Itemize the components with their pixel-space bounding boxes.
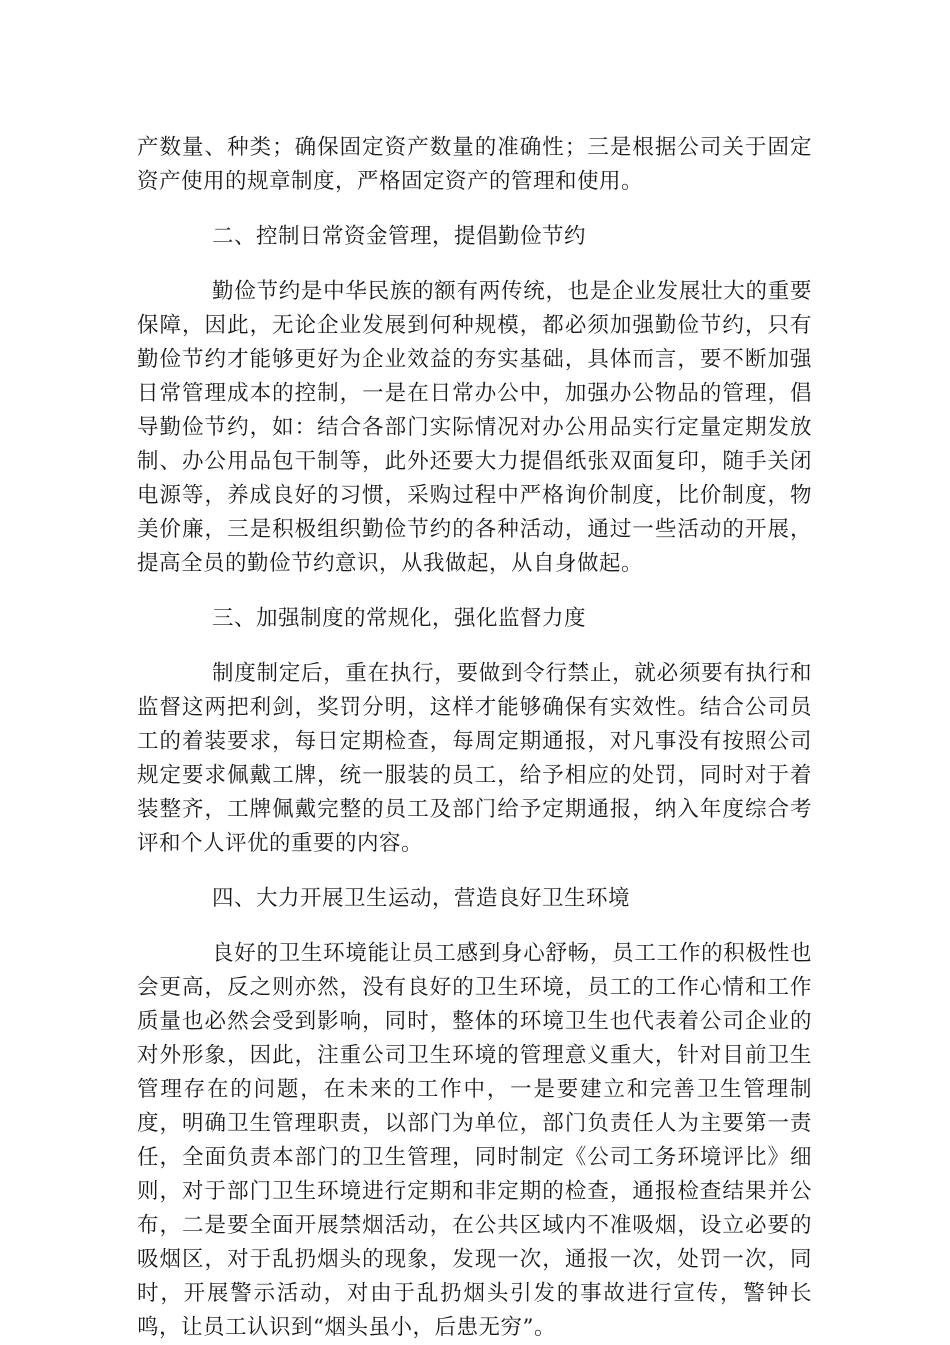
body-paragraph-supervision: 制度制定后，重在执行，要做到令行禁止，就必须要有执行和监督这两把利剑，奖罚分明，这样才能够确保有实效性。结合公司员工的着装要求，每日定期检查，每周定期通报，对凡事没有按照公司规定要求佩戴工牌，统一服装的员工，给予相应的处罚，同时对于着装整齐，工牌佩戴完整的员工及部门给予定期通报，纳入年度综合考评和个人评优的重要的内容。: [137, 661, 812, 856]
continuation-paragraph: 产数量、种类；确保固定资产数量的准确性；三是根据公司关于固定资产使用的规章制度，严格固定资产的管理和使用。: [137, 135, 812, 194]
document-body: [137, 131, 812, 1345]
body-paragraph-hygiene: 良好的卫生环境能让员工感到身心舒畅，员工工作的积极性也会更高，反之则亦然，没有良好的卫生环境，员工的工作心情和工作质量也必然会受到影响，同时，整体的环境卫生也代表着公司企业的对外形象，因此，注重公司卫生环境的管理意义重大，针对目前卫生管理存在的问题，在未来的工作中，一是要建立和完善卫生管理制度，明确卫生管理职责，以部门为单位，部门负责任人为主要第一责任，全面负责本部门的卫生管理，同时制定《公司工务环境评比》细则，对于部门卫生环境进行定期和非定期的检查，通报检查结果并公布，二是要全面开展禁烟活动，在公共区域内不准吸烟，设立必要的吸烟区，对于乱扔烟头的现象，发现一次，通报一次，处罚一次，同时，开展警示活动，对由于乱扔烟头引发的事故进行宣传，警钟长鸣，让员工认识到“烟头虽小，后患无穷”。: [137, 941, 812, 1340]
section-heading-4: 四、大力开展卫生运动，营造良好卫生环境: [212, 886, 631, 911]
body-paragraph-frugality: 勤俭节约是中华民族的额有两传统，也是企业发展壮大的重要保障，因此，无论企业发展到何种规模，都必须加强勤俭节约，只有勤俭节约才能够更好为企业效益的夯实基础，具体而言，要不断加强日常管理成本的控制，一是在日常办公中，加强办公物品的管理，倡导勤俭节约，如：结合各部门实际情况对办公用品实行定量定期发放制、办公用品包干制等，此外还要大力提倡纸张双面复印，随手关闭电源等，养成良好的习惯，采购过程中严格询价制度，比价制度，物美价廉，三是积极组织勤俭节约的各种活动，通过一些活动的开展，提高全员的勤俭节约意识，从我做起，从自身做起。: [137, 279, 812, 576]
section-heading-3: 三、加强制度的常规化，强化监督力度: [212, 606, 587, 631]
section-heading-2: 二、控制日常资金管理，提倡勤俭节约: [212, 224, 587, 249]
